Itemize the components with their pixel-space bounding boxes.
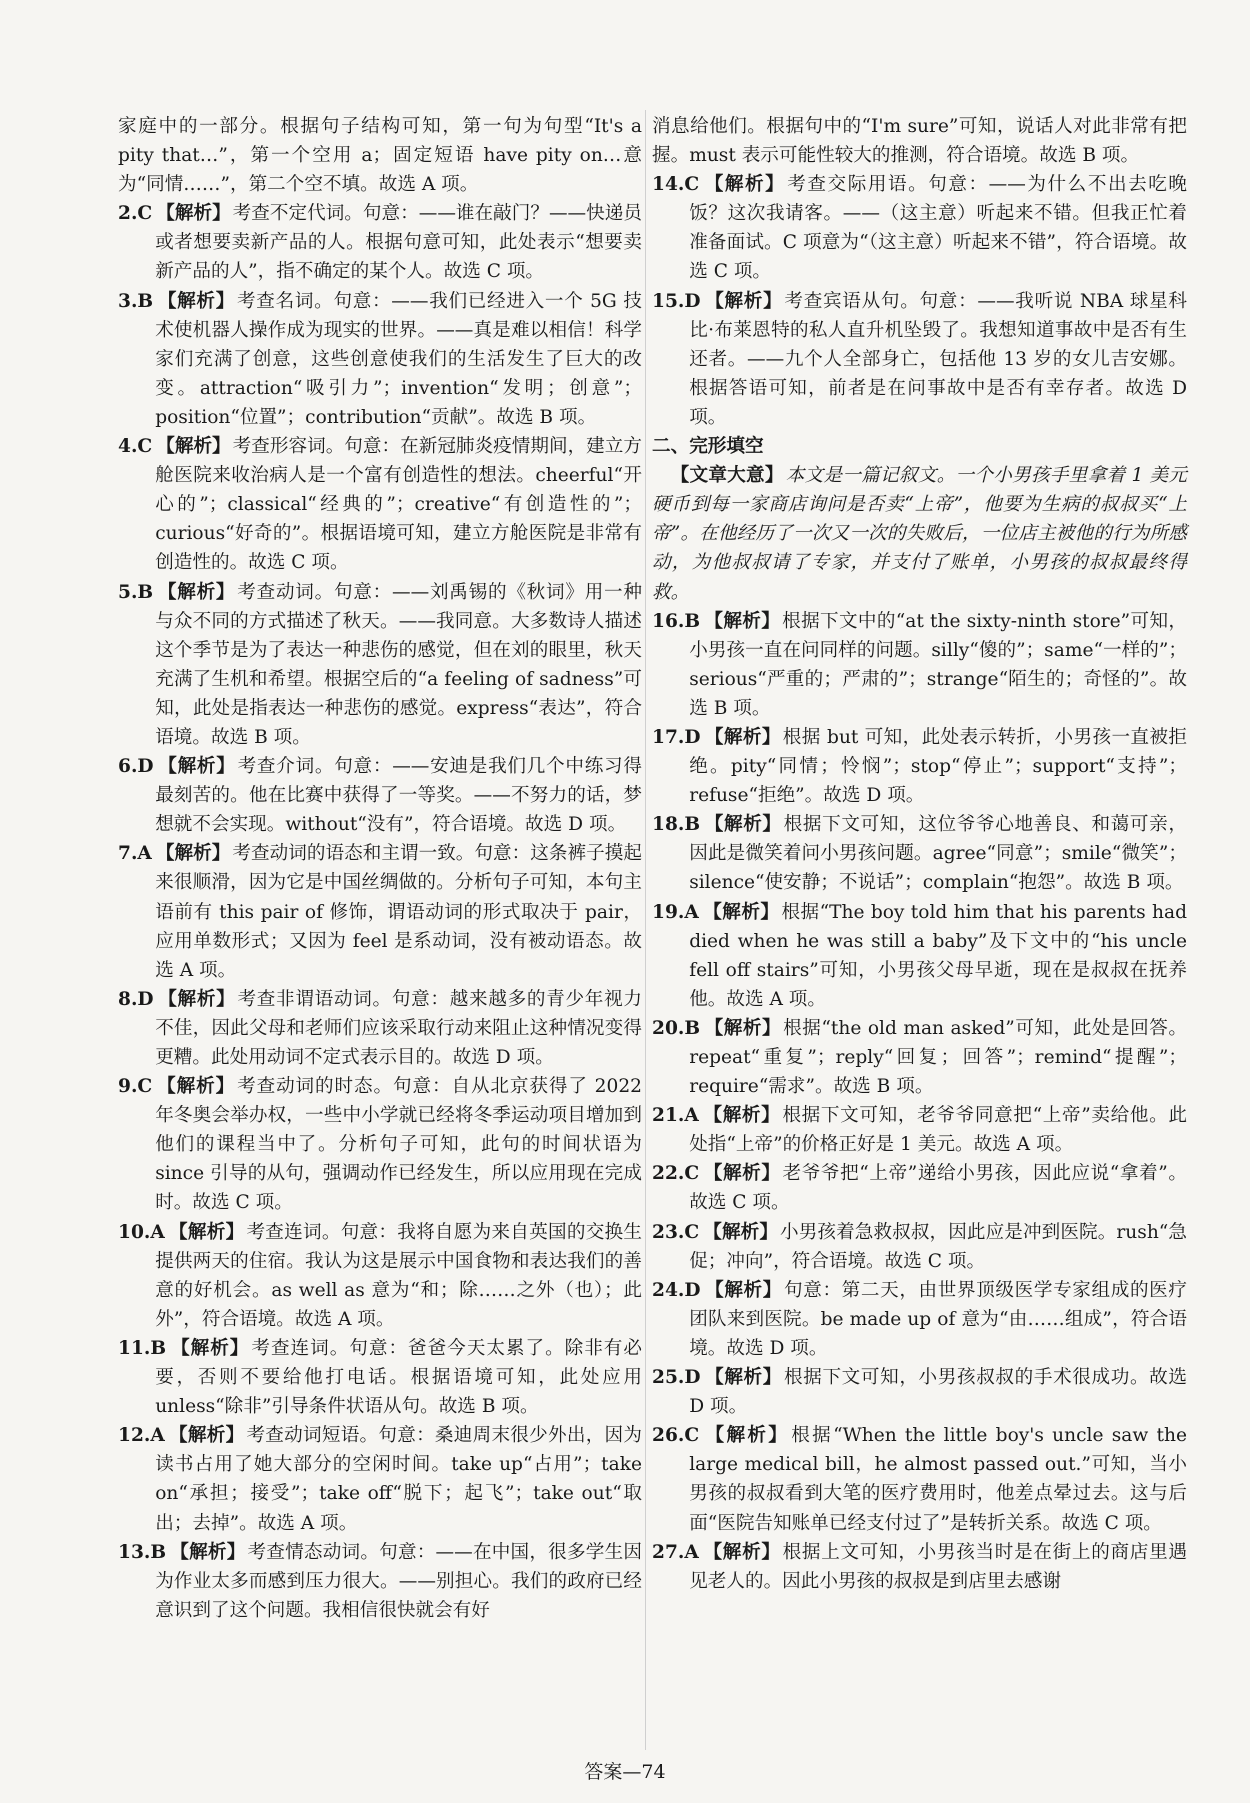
analysis-text: 老爷爷把“上帝”递给小男孩，因此应说“拿着”。故选 C 项。 bbox=[689, 1163, 1187, 1214]
answer-letter: D bbox=[137, 756, 154, 778]
analysis-tag: 【解析】 bbox=[702, 901, 780, 923]
question-number: 14. bbox=[652, 174, 685, 196]
continued-paragraph: 消息给他们。根据句中的“I'm sure”可知，说话人对此非常有把握。must 表示可能性较大的推测，符合语境。故选 B 项。 bbox=[652, 116, 1187, 167]
question-number: 23. bbox=[652, 1221, 685, 1243]
analysis-text: 考查不定代词。句意：——谁在敲门？——快递员或者想要卖新产品的人。根据句意可知，此处表示“想要卖新产品的人”，指不确定的某个人。故选 C 项。 bbox=[155, 203, 642, 283]
answer-item bbox=[652, 1421, 1187, 1537]
answer-item bbox=[652, 170, 1187, 286]
answer-item bbox=[118, 1421, 642, 1537]
analysis-tag: 【解析】 bbox=[157, 290, 235, 312]
answer-item bbox=[652, 1363, 1187, 1421]
answer-item bbox=[118, 432, 642, 577]
left-column bbox=[118, 112, 642, 1625]
answer-item bbox=[652, 1218, 1187, 1276]
continued-paragraph: 家庭中的一部分。根据句子结构可知，第一句为句型“It's a pity that…”，第一个空用 a；固定短语 have pity on…意为“同情……”，第二个空不填。故选 A 项。 bbox=[118, 116, 642, 196]
question-number: 4. bbox=[118, 436, 138, 458]
analysis-text: 考查连词。句意：爸爸今天太累了。除非有必要，否则不要给他打电话。根据语境可知，此处应用 unless“除非”引导条件状语从句。故选 B 项。 bbox=[155, 1337, 642, 1418]
question-number: 9. bbox=[118, 1076, 138, 1098]
question-number: 5. bbox=[118, 581, 138, 603]
answer-letter: D bbox=[684, 1279, 701, 1301]
analysis-tag: 【解析】 bbox=[703, 174, 786, 196]
right-column bbox=[652, 112, 1187, 1596]
summary-text: 本文是一篇记叙文。一个小男孩手里拿着 1 美元硬币到每一家商店询问是否卖“上帝”，他要为生病的叔叔买“上帝”。在他经历了一次又一次的失败后，一位店主被他的行为所感动，为他叔叔请了专家，并支付了账单，小男孩的叔叔最终得救。 bbox=[652, 465, 1187, 603]
answer-letter: C bbox=[684, 1425, 700, 1447]
analysis-tag: 【解析】 bbox=[156, 1076, 236, 1098]
left-answer-list bbox=[118, 199, 642, 1625]
analysis-tag: 【解析】 bbox=[156, 436, 231, 458]
analysis-text: 考查连词。句意：我将自愿为来自英国的交换生提供两天的住宿。我认为这是展示中国食物和表达我们的善意的好机会。as well as 意为“和；除……之外（也）；此外”，符合语境。故选 A 项。 bbox=[155, 1221, 642, 1330]
answer-letter: D bbox=[684, 290, 701, 312]
question-number: 12. bbox=[118, 1425, 151, 1447]
analysis-text: 根据“the old man asked”可知，此处是回答。repeat“重复”；reply“回复；回答”；remind“提醒”；require“需求”。故选 B 项。 bbox=[689, 1017, 1187, 1098]
analysis-text: 根据上文可知，小男孩当时是在街上的商店里遇见老人的。因此小男孩的叔叔是到店里去感谢 bbox=[689, 1541, 1187, 1592]
question-number: 25. bbox=[652, 1367, 685, 1389]
analysis-tag: 【解析】 bbox=[155, 843, 231, 865]
section-heading: 二、完形填空 bbox=[652, 436, 764, 458]
question-number: 27. bbox=[652, 1541, 685, 1563]
analysis-tag: 【解析】 bbox=[704, 814, 782, 836]
analysis-tag: 【解析】 bbox=[170, 1337, 250, 1359]
answer-letter: D bbox=[684, 726, 701, 748]
analysis-tag: 【解析】 bbox=[168, 1221, 245, 1243]
analysis-text: 考查动词的语态和主谓一致。句意：这条裤子摸起来很顺滑，因为它是中国丝绸做的。分析句子可知，本句主语前有 this pair of 修饰，谓语动词的形式取决于 pair，应用单数形式；又因为 feel 是系动词，没有被动语态。故选 A 项。 bbox=[155, 843, 642, 981]
question-number: 10. bbox=[118, 1221, 151, 1243]
analysis-tag: 【解析】 bbox=[704, 726, 781, 748]
analysis-tag: 【解析】 bbox=[702, 1105, 781, 1127]
answer-letter: C bbox=[684, 174, 700, 196]
answer-letter: A bbox=[150, 1425, 165, 1447]
analysis-tag: 【解析】 bbox=[157, 988, 236, 1010]
answer-item bbox=[652, 1159, 1187, 1217]
answer-item bbox=[118, 752, 642, 839]
answer-letter: A bbox=[137, 843, 152, 865]
answer-letter: B bbox=[150, 1337, 167, 1359]
answer-letter: B bbox=[137, 581, 154, 603]
analysis-text: 根据“The boy told him that his parents had died when he was still a baby”及下文中的“his uncle fell off stairs”可知，小男孩父母早逝，现在是叔叔在抚养他。故选 A 项。 bbox=[689, 901, 1187, 1010]
analysis-text: 考查宾语从句。句意：——我听说 NBA 球星科比·布莱恩特的私人直升机坠毁了。我想知道事故中是否有生还者。——九个人全部身亡，包括他 13 岁的女儿吉安娜。根据答语可知，前者是在问事故中是否有幸存者。故选 D 项。 bbox=[689, 290, 1187, 428]
analysis-text: 考查动词的时态。句意：自从北京获得了 2022 年冬奥会举办权，一些中小学就已经将冬季运动项目增加到他们的课程当中了。分析句子可知，此句的时间状语为 since 引导的从句，强调动作已经发生，所以应用现在完成时。故选 C 项。 bbox=[155, 1076, 642, 1214]
analysis-text: 考查交际用语。句意：——为什么不出去吃晚饭？这次我请客。——（这主意）听起来不错。但我正忙着准备面试。C 项意为“（这主意）听起来不错”，符合语境。故选 C 项。 bbox=[689, 174, 1187, 283]
analysis-tag: 【解析】 bbox=[168, 1425, 245, 1447]
question-number: 7. bbox=[118, 843, 138, 865]
answer-item bbox=[652, 1014, 1187, 1101]
analysis-tag: 【解析】 bbox=[157, 756, 236, 778]
answer-letter: B bbox=[137, 290, 154, 312]
answer-item bbox=[652, 898, 1187, 1014]
column-divider bbox=[645, 110, 646, 1750]
answer-item bbox=[652, 810, 1187, 897]
answer-item bbox=[118, 1334, 642, 1421]
analysis-text: 考查形容词。句意：在新冠肺炎疫情期间，建立方舱医院来收治病人是一个富有创造性的想法。cheerful“开心的”；classical“经典的”；creative“有创造性的”；curious“好奇的”。根据语境可知，建立方舱医院是非常有创造性的。故选 C 项。 bbox=[155, 436, 642, 574]
answer-item bbox=[652, 1538, 1187, 1596]
answer-item bbox=[118, 985, 642, 1072]
analysis-text: 考查名词。句意：——我们已经进入一个 5G 技术使机器人操作成为现实的世界。——真是难以相信！科学家们充满了创意，这些创意使我们的生活发生了巨大的改变。attraction“吸引力”；invention“发明；创意”；position“位置”；contribution“贡献”。故选 B 项。 bbox=[155, 290, 642, 428]
answer-item bbox=[118, 839, 642, 984]
answer-letter: C bbox=[684, 1221, 700, 1243]
analysis-tag: 【解析】 bbox=[704, 290, 783, 312]
question-number: 18. bbox=[652, 814, 685, 836]
answer-letter: A bbox=[684, 1541, 699, 1563]
answer-letter: B bbox=[684, 814, 701, 836]
question-number: 3. bbox=[118, 290, 138, 312]
question-number: 16. bbox=[652, 610, 685, 632]
answer-letter: B bbox=[684, 1017, 701, 1039]
summary-tag: 【文章大意】 bbox=[670, 465, 784, 487]
right-answer-list-b bbox=[652, 607, 1187, 1596]
analysis-text: 考查非谓语动词。句意：越来越多的青少年视力不佳，因此父母和老师们应该采取行动来阻止这种情况变得更糟。此处用动词不定式表示目的。故选 D 项。 bbox=[155, 988, 642, 1068]
answer-item bbox=[118, 578, 642, 753]
question-number: 8. bbox=[118, 988, 138, 1010]
answer-letter: C bbox=[684, 1163, 700, 1185]
analysis-text: 根据下文可知，这位爷爷心地善良、和蔼可亲，因此是微笑着问小男孩问题。agree“同意”；smile“微笑”；silence“使安静；不说话”；complain“抱怨”。故选 B 项。 bbox=[689, 814, 1187, 894]
answer-item bbox=[118, 287, 642, 432]
question-number: 15. bbox=[652, 290, 685, 312]
analysis-tag: 【解析】 bbox=[170, 1541, 246, 1563]
right-answer-list-a bbox=[652, 170, 1187, 432]
answer-letter: D bbox=[684, 1367, 701, 1389]
analysis-tag: 【解析】 bbox=[704, 1367, 782, 1389]
analysis-text: 根据下文中的“at the sixty-ninth store”可知，小男孩一直在问同样的问题。silly“傻的”；same“一样的”；serious“严重的；严肃的”；strange“陌生的；奇怪的”。故选 B 项。 bbox=[689, 610, 1187, 719]
answer-item bbox=[652, 1276, 1187, 1363]
question-number: 26. bbox=[652, 1425, 685, 1447]
analysis-text: 考查介词。句意：——安迪是我们几个中练习得最刻苦的。他在比赛中获得了一等奖。——不努力的话，梦想就不会实现。without“没有”，符合语境。故选 D 项。 bbox=[155, 756, 642, 836]
question-number: 2. bbox=[118, 203, 138, 225]
analysis-tag: 【解析】 bbox=[702, 1541, 781, 1563]
analysis-tag: 【解析】 bbox=[704, 1017, 782, 1039]
analysis-text: 根据下文可知，小男孩叔叔的手术很成功。故选 D 项。 bbox=[689, 1367, 1187, 1418]
question-number: 22. bbox=[652, 1163, 685, 1185]
analysis-text: 根据 but 可知，此处表示转折，小男孩一直被拒绝。pity“同情；怜悯”；stop“停止”；support“支持”；refuse“拒绝”。故选 D 项。 bbox=[689, 726, 1187, 807]
answer-item bbox=[118, 1218, 642, 1334]
answer-item bbox=[652, 1101, 1187, 1159]
question-number: 6. bbox=[118, 756, 138, 778]
question-number: 13. bbox=[118, 1541, 151, 1563]
answer-letter: A bbox=[684, 901, 699, 923]
question-number: 21. bbox=[652, 1105, 685, 1127]
analysis-tag: 【解析】 bbox=[703, 1221, 779, 1243]
analysis-tag: 【解析】 bbox=[704, 1279, 782, 1301]
analysis-text: 考查情态动词。句意：——在中国，很多学生因为作业太多而感到压力很大。——别担心。我们的政府已经意识到了这个问题。我相信很快就会有好 bbox=[155, 1541, 642, 1621]
answer-item bbox=[652, 607, 1187, 723]
question-number: 11. bbox=[118, 1337, 151, 1359]
answer-letter: C bbox=[137, 203, 153, 225]
page-number: 答案—74 bbox=[584, 1761, 666, 1783]
answer-item bbox=[118, 1072, 642, 1217]
answer-item bbox=[118, 199, 642, 286]
question-number: 20. bbox=[652, 1017, 685, 1039]
answer-item bbox=[118, 1538, 642, 1625]
answer-letter: A bbox=[684, 1105, 699, 1127]
analysis-tag: 【解析】 bbox=[156, 203, 231, 225]
answer-item bbox=[652, 287, 1187, 432]
analysis-tag: 【解析】 bbox=[157, 581, 236, 603]
answer-letter: C bbox=[137, 1076, 153, 1098]
analysis-text: 根据下文可知，老爷爷同意把“上帝”卖给他。此处指“上帝”的价格正好是 1 美元。故选 A 项。 bbox=[689, 1105, 1187, 1156]
article-summary bbox=[652, 461, 1187, 606]
question-number: 24. bbox=[652, 1279, 685, 1301]
question-number: 19. bbox=[652, 901, 685, 923]
analysis-tag: 【解析】 bbox=[703, 1425, 790, 1447]
answer-letter: C bbox=[137, 436, 153, 458]
analysis-tag: 【解析】 bbox=[703, 1163, 781, 1185]
analysis-text: 根据“When the little boy's uncle saw the large medical bill，he almost passed out.”可知，当小男孩的叔叔看到大笔的医疗费用时，他差点晕过去。这与后面“医院告知账单已经支付过了”是转折关系。故选 C 项。 bbox=[689, 1425, 1187, 1534]
question-number: 17. bbox=[652, 726, 685, 748]
analysis-tag: 【解析】 bbox=[704, 610, 781, 632]
answer-letter: D bbox=[137, 988, 154, 1010]
analysis-text: 考查动词。句意：——刘禹锡的《秋词》用一种与众不同的方式描述了秋天。——我同意。大多数诗人描述这个季节是为了表达一种悲伤的感觉，但在刘的眼里，秋天充满了生机和希望。根据空后的“a feeling of sadness”可知，此处是指表达一种悲伤的感觉。express“表达”，符合语境。故选 B 项。 bbox=[155, 581, 642, 748]
analysis-text: 小男孩着急救叔叔，因此应是冲到医院。rush“急促；冲向”，符合语境。故选 C 项。 bbox=[689, 1221, 1187, 1272]
answer-item bbox=[652, 723, 1187, 810]
answer-letter: B bbox=[684, 610, 701, 632]
analysis-text: 考查动词短语。句意：桑迪周末很少外出，因为读书占用了她大部分的空闲时间。take up“占用”；take on“承担；接受”；take off“脱下；起飞”；take out“取出；去掉”。故选 A 项。 bbox=[155, 1425, 642, 1534]
analysis-text: 句意：第二天，由世界顶级医学专家组成的医疗团队来到医院。be made up of 意为“由……组成”，符合语境。故选 D 项。 bbox=[689, 1279, 1187, 1359]
answer-letter: A bbox=[150, 1221, 165, 1243]
answer-letter: B bbox=[150, 1541, 167, 1563]
